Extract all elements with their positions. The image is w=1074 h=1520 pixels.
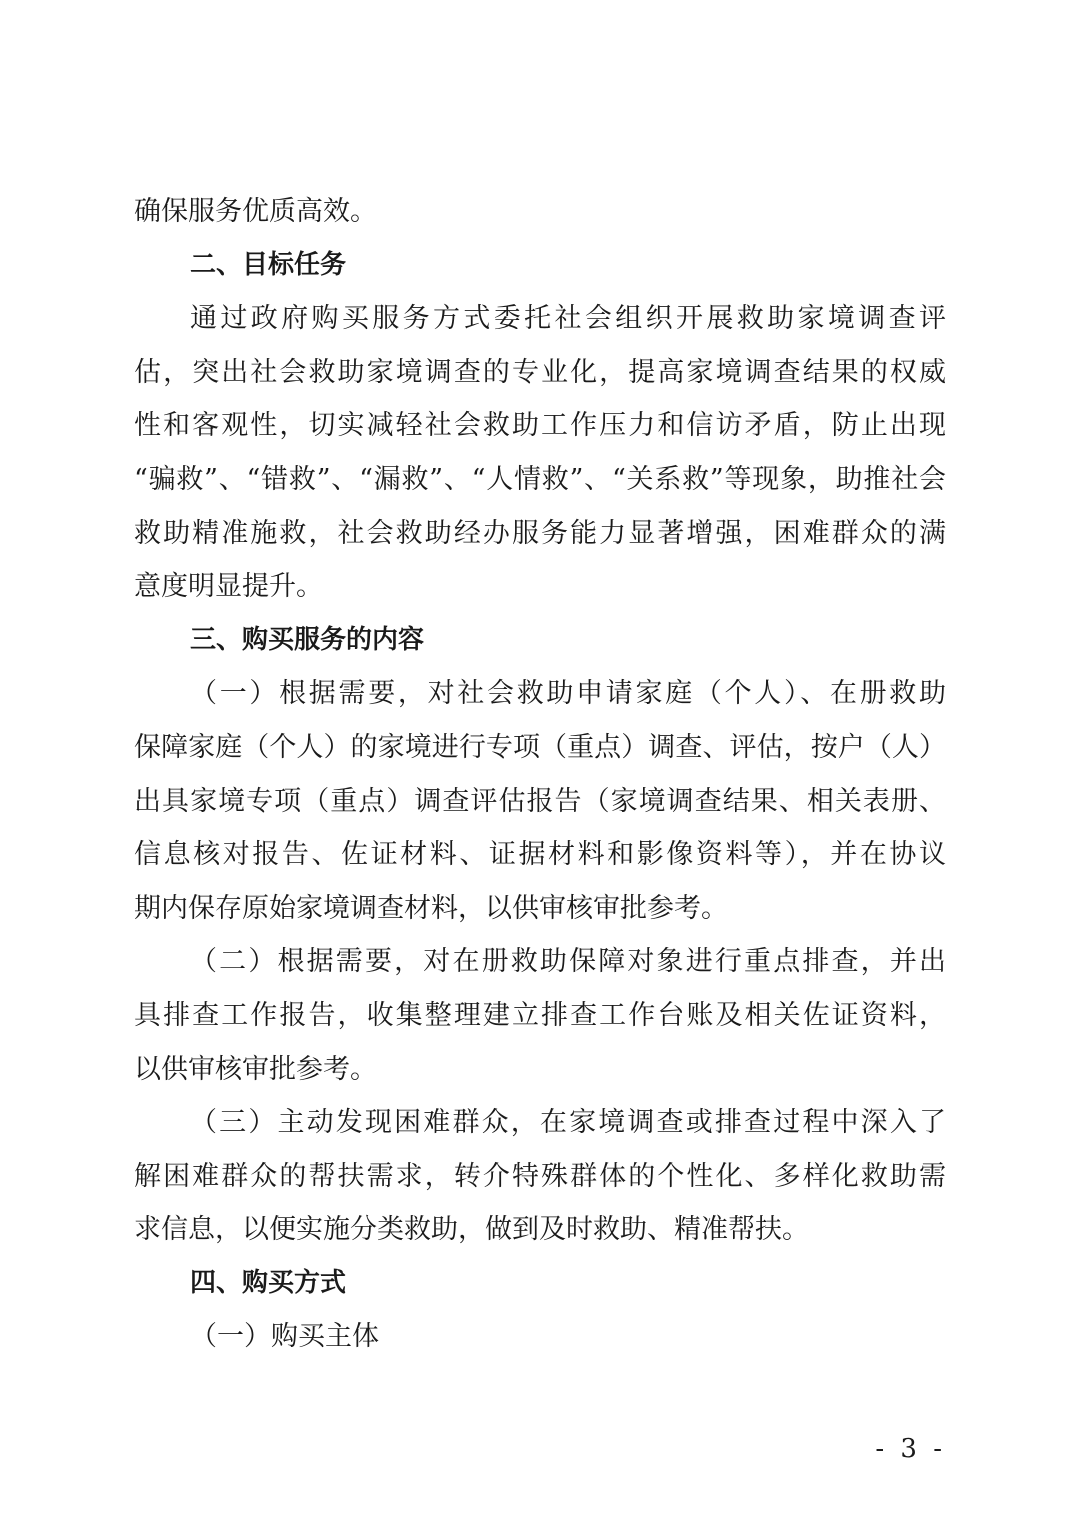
paragraph-line: 救助精准施救，社会救助经办服务能力显著增强，困难群众的满 bbox=[134, 517, 946, 549]
paragraph-line: 通过政府购买服务方式委托社会组织开展救助家境调查评 bbox=[190, 303, 946, 335]
paragraph-line: 具排查工作报告，收集整理建立排查工作台账及相关佐证资料， bbox=[134, 999, 946, 1031]
paragraph-line: 确保服务优质高效。 bbox=[134, 196, 377, 227]
section-heading-method: 四、购买方式 bbox=[190, 1267, 347, 1298]
paragraph-line: 意度明显提升。 bbox=[134, 571, 323, 603]
paragraph-line: （一）根据需要，对社会救助申请家庭（个人）、在册救助 bbox=[190, 678, 946, 710]
section-heading-objectives: 二、目标任务 bbox=[190, 249, 347, 280]
paragraph-line: “骗救”、“错救”、“漏救”、“人情救”、“关系救”等现象，助推社会 bbox=[134, 463, 946, 495]
paragraph-line: 以供审核审批参考。 bbox=[134, 1053, 377, 1085]
paragraph-line: 保障家庭（个人）的家境进行专项（重点）调查、评估，按户（人） bbox=[134, 731, 946, 763]
document-body bbox=[134, 185, 946, 1364]
paragraph-line: 出具家境专项（重点）调查评估报告（家境调查结果、相关表册、 bbox=[134, 785, 946, 817]
paragraph-line: 求信息，以便实施分类救助，做到及时救助、精准帮扶。 bbox=[134, 1214, 809, 1246]
paragraph-line: （二）根据需要，对在册救助保障对象进行重点排查，并出 bbox=[190, 946, 946, 978]
paragraph-line: 信息核对报告、佐证材料、证据材料和影像资料等），并在协议 bbox=[134, 839, 946, 871]
page-number: - 3 - bbox=[875, 1434, 946, 1464]
paragraph-line: 解困难群众的帮扶需求，转介特殊群体的个性化、多样化救助需 bbox=[134, 1160, 946, 1192]
paragraph-line: 性和客观性，切实减轻社会救助工作压力和信访矛盾，防止出现 bbox=[134, 410, 946, 442]
paragraph-line: 估，突出社会救助家境调查的专业化，提高家境调查结果的权威 bbox=[134, 356, 946, 388]
paragraph-line: 期内保存原始家境调查材料，以供审核审批参考。 bbox=[134, 892, 728, 924]
subsection-heading: （一）购买主体 bbox=[190, 1321, 379, 1353]
paragraph-line: （三）主动发现困难群众，在家境调查或排查过程中深入了 bbox=[190, 1107, 946, 1139]
section-heading-content: 三、购买服务的内容 bbox=[190, 624, 425, 655]
